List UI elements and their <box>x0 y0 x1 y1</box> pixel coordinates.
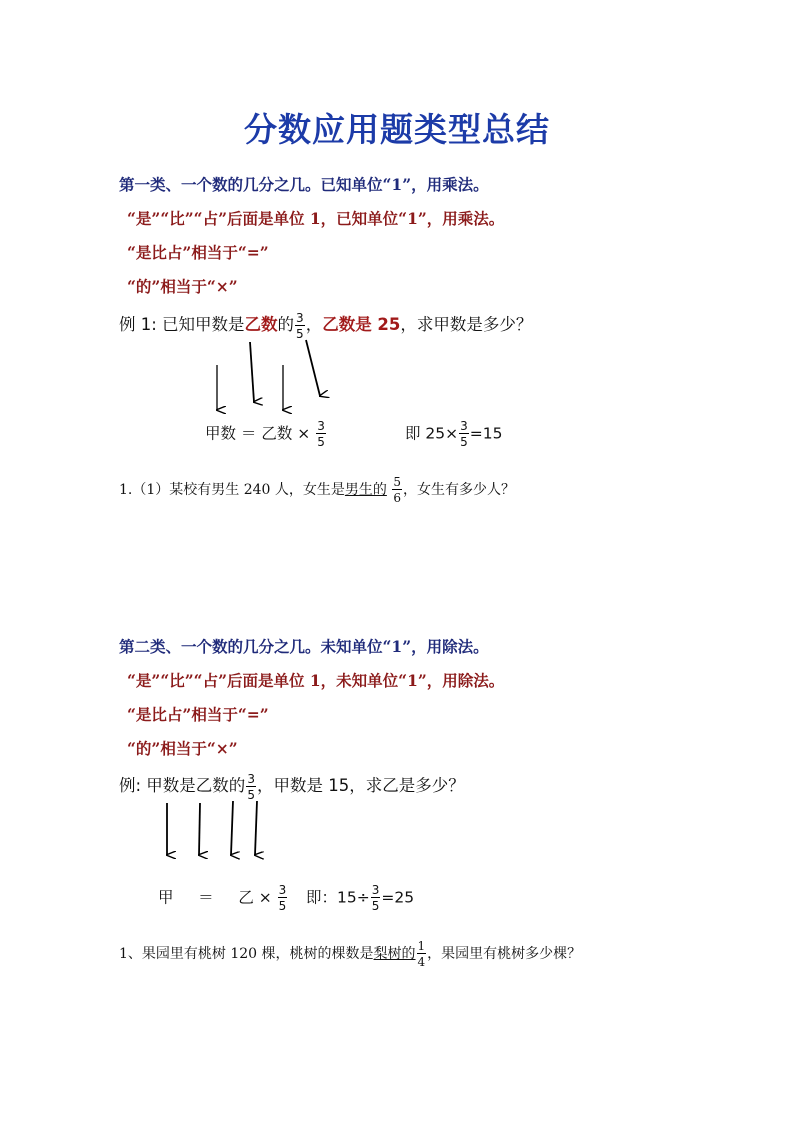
section1-question: 1.（1）某校有男生 240 人，女生是男生的 $\frac{5}{6}$ ，女生有多少人？ <box>119 475 515 505</box>
example-of: 的 <box>277 315 295 334</box>
section1-example: 例 1: 已知甲数是乙数的 $\frac{3}{5}$ ，乙数是 25，求甲数是多少？ <box>119 310 533 341</box>
formula2-fraction: $\frac{3}{5}$ <box>278 883 287 913</box>
section2-example: 例: 甲数是乙数的 $\frac{3}{5}$ ，甲数是 15，求乙是多少？ <box>119 771 465 802</box>
section1-rule-1: “是”“比”“占”后面是单位 1，已知单位“1”，用乘法。 <box>127 209 505 228</box>
section2-heading: 第二类、一个数的几分之几。未知单位“1”，用除法。 <box>119 637 489 656</box>
section2-ji: 即：15÷ $\frac{3}{5}$ =25 <box>306 883 415 913</box>
example-prefix: 例 1: 已知甲数是 <box>119 315 245 334</box>
section2-formula: 甲 ＝ 乙 × $\frac{3}{5}$ <box>158 883 287 913</box>
example-suffix: ，求甲数是多少？ <box>400 315 533 334</box>
section1-heading: 第一类、一个数的几分之几。已知单位“1”，用乘法。 <box>119 175 489 194</box>
ji2-fraction: $\frac{3}{5}$ <box>371 883 380 913</box>
section2-rule-3: “的”相当于“×” <box>127 739 238 758</box>
question2-underlined: 梨树的 <box>373 946 416 962</box>
example-highlight-a: 乙数 <box>244 315 278 334</box>
section2-arrows <box>167 801 257 855</box>
arrow-icon <box>199 803 200 855</box>
page-title: 分数应用题类型总结 <box>244 110 550 149</box>
arrow-icon <box>255 801 257 855</box>
ji-fraction: $\frac{3}{5}$ <box>460 419 468 449</box>
example2-fraction: $\frac{3}{5}$ <box>247 771 255 802</box>
arrow-icon <box>231 801 233 855</box>
question-fraction: $\frac{5}{6}$ <box>393 475 401 505</box>
section1-rule-3: “的”相当于“×” <box>127 277 238 296</box>
section2-question: 1、果园里有桃树 120 棵，桃树的棵数是梨树的 $\frac{1}{4}$ ，果园里有桃树多少棵？ <box>119 939 582 969</box>
arrow-icon <box>306 340 320 396</box>
arrow-icon <box>250 342 254 402</box>
example-fraction: $\frac{3}{5}$ <box>296 310 304 341</box>
section2-rule-2: “是比占”相当于“=” <box>127 705 269 724</box>
section1-ji: 即 25× $\frac{3}{5}$ =15 <box>405 419 503 449</box>
section1-formula: 甲数 ＝ 乙数 × $\frac{3}{5}$ <box>205 419 325 449</box>
section1-arrows <box>217 340 320 410</box>
example-highlight-b: 乙数是 25 <box>322 315 401 334</box>
formula-fraction: $\frac{3}{5}$ <box>317 419 325 449</box>
question-underlined: 男生的 <box>344 482 387 498</box>
section2-rule-1: “是”“比”“占”后面是单位 1，未知单位“1”，用除法。 <box>127 671 505 690</box>
section1-rule-2: “是比占”相当于“=” <box>127 243 269 262</box>
question2-fraction: $\frac{1}{4}$ <box>417 939 426 969</box>
